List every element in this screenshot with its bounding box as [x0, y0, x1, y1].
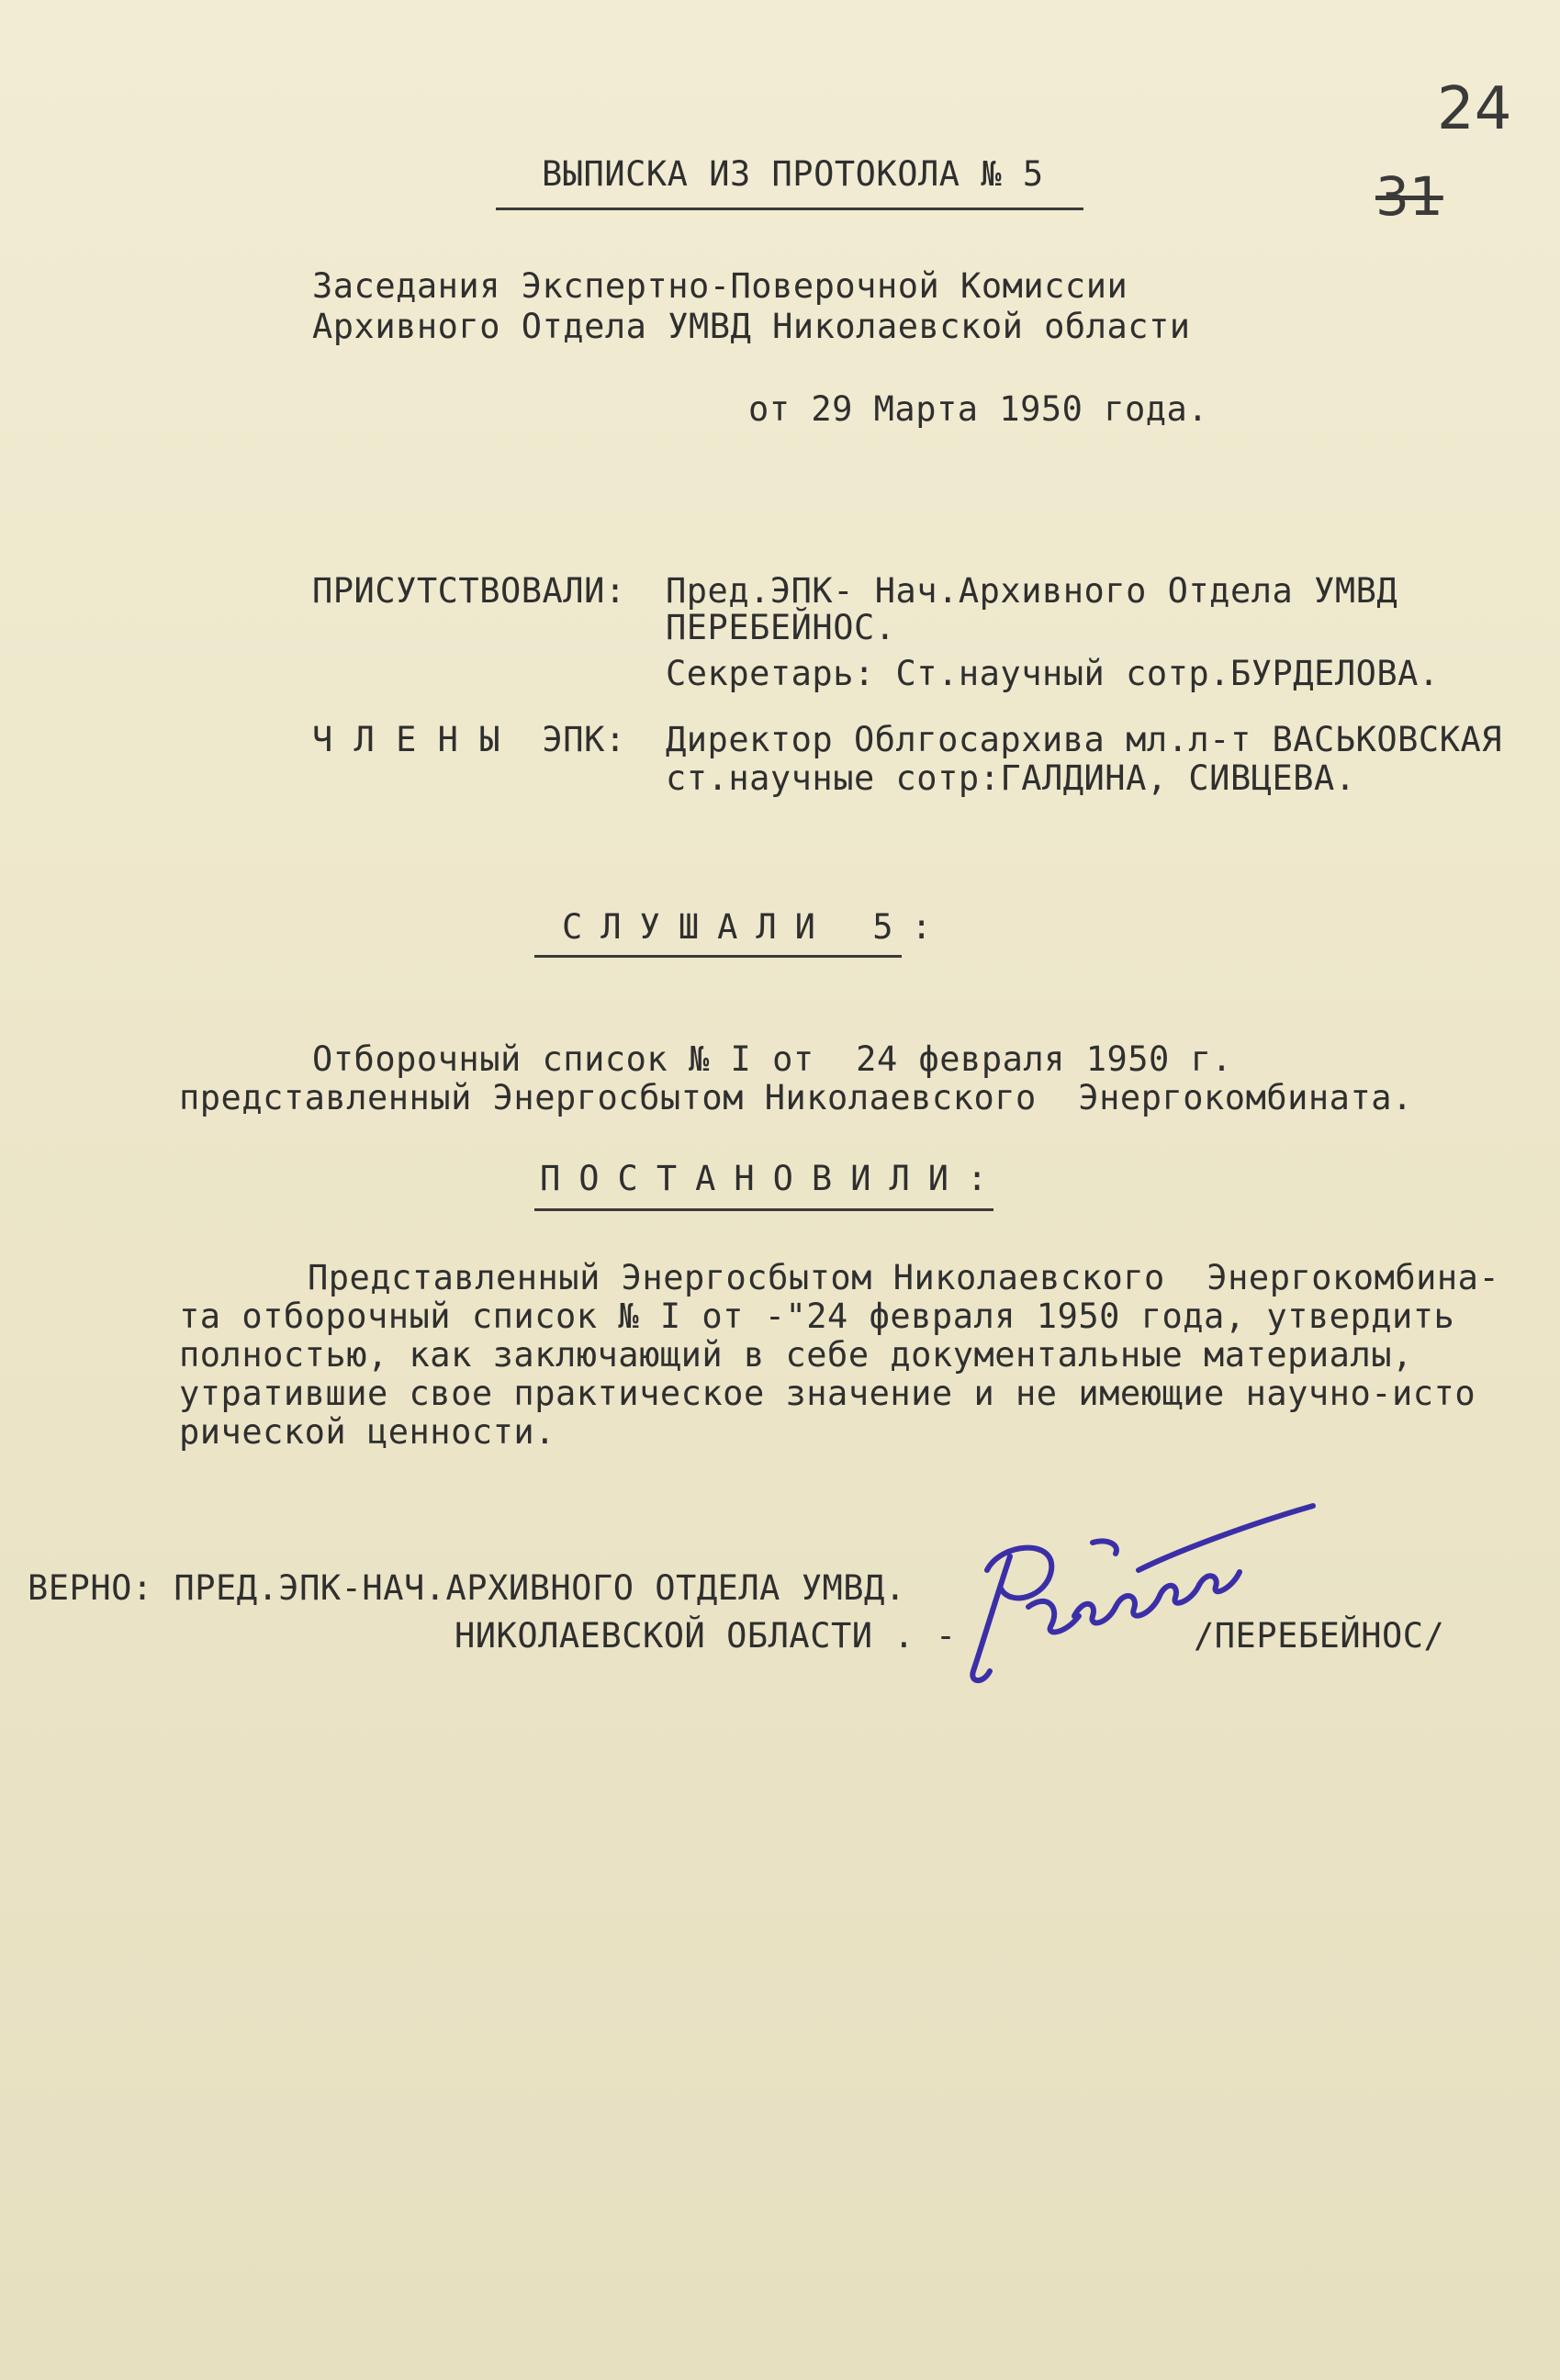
handwritten-signature: [946, 1488, 1331, 1699]
resolved-line-3: полностью, как заключающий в себе документальные материалы,: [179, 1335, 1413, 1375]
resolved-heading: ПОСТАНОВИЛИ:: [540, 1159, 1006, 1198]
secretary-line: Секретарь: Ст.научный сотр.БУРДЕЛОВА.: [666, 654, 1440, 693]
present-line-1: Пред.ЭПК- Нач.Архивного Отдела УМВД: [666, 571, 1398, 611]
certification-line-1: ВЕРНО: ПРЕД.ЭПК-НАЧ.АРХИВНОГО ОТДЕЛА УМВД.: [28, 1568, 906, 1608]
resolved-underline: [534, 1208, 993, 1211]
heard-heading: СЛУШАЛИ 5:: [562, 907, 950, 947]
document-title: ВЫПИСКА ИЗ ПРОТОКОЛА № 5: [542, 154, 1044, 194]
heard-underline: [534, 955, 902, 958]
resolved-line-4: утратившие свое практическое значение и не имеющие научно-исто: [179, 1374, 1476, 1413]
heard-line-1: Отборочный список № I от 24 февраля 1950 г.: [312, 1039, 1233, 1079]
heard-line-2: представленный Энергосбытом Николаевского Энергокомбината.: [179, 1078, 1413, 1117]
certification-name: /ПЕРЕБЕЙНОС/: [1194, 1616, 1445, 1656]
resolved-line-5: рической ценности.: [179, 1412, 556, 1452]
resolved-line-1: Представленный Энергосбытом Николаевского Энергокомбина-: [308, 1258, 1500, 1297]
members-label: Ч Л Е Н Ы ЭПК:: [312, 720, 626, 759]
members-line-2: ст.научные сотр:ГАЛДИНА, СИВЦЕВА.: [666, 758, 1356, 798]
resolved-line-2: та отборочный список № I от -"24 февраля 1950 года, утвердить: [179, 1297, 1455, 1336]
header-line-1: Заседания Экспертно-Поверочной Комиссии: [312, 266, 1128, 306]
page-number-old: 31: [1375, 165, 1443, 228]
meeting-date: от 29 Марта 1950 года.: [748, 389, 1209, 429]
present-line-2: ПЕРЕБЕЙНОС.: [666, 608, 896, 647]
page-number: 24: [1437, 75, 1512, 143]
present-label: ПРИСУТСТВОВАЛИ:: [312, 571, 626, 611]
title-underline: [496, 208, 1083, 210]
members-line-1: Директор Облгосархива мл.л-т ВАСЬКОВСКАЯ: [666, 720, 1503, 759]
certification-line-2: НИКОЛАЕВСКОЙ ОБЛАСТИ . -: [455, 1616, 957, 1656]
header-line-2: Архивного Отдела УМВД Николаевской области: [312, 307, 1191, 346]
